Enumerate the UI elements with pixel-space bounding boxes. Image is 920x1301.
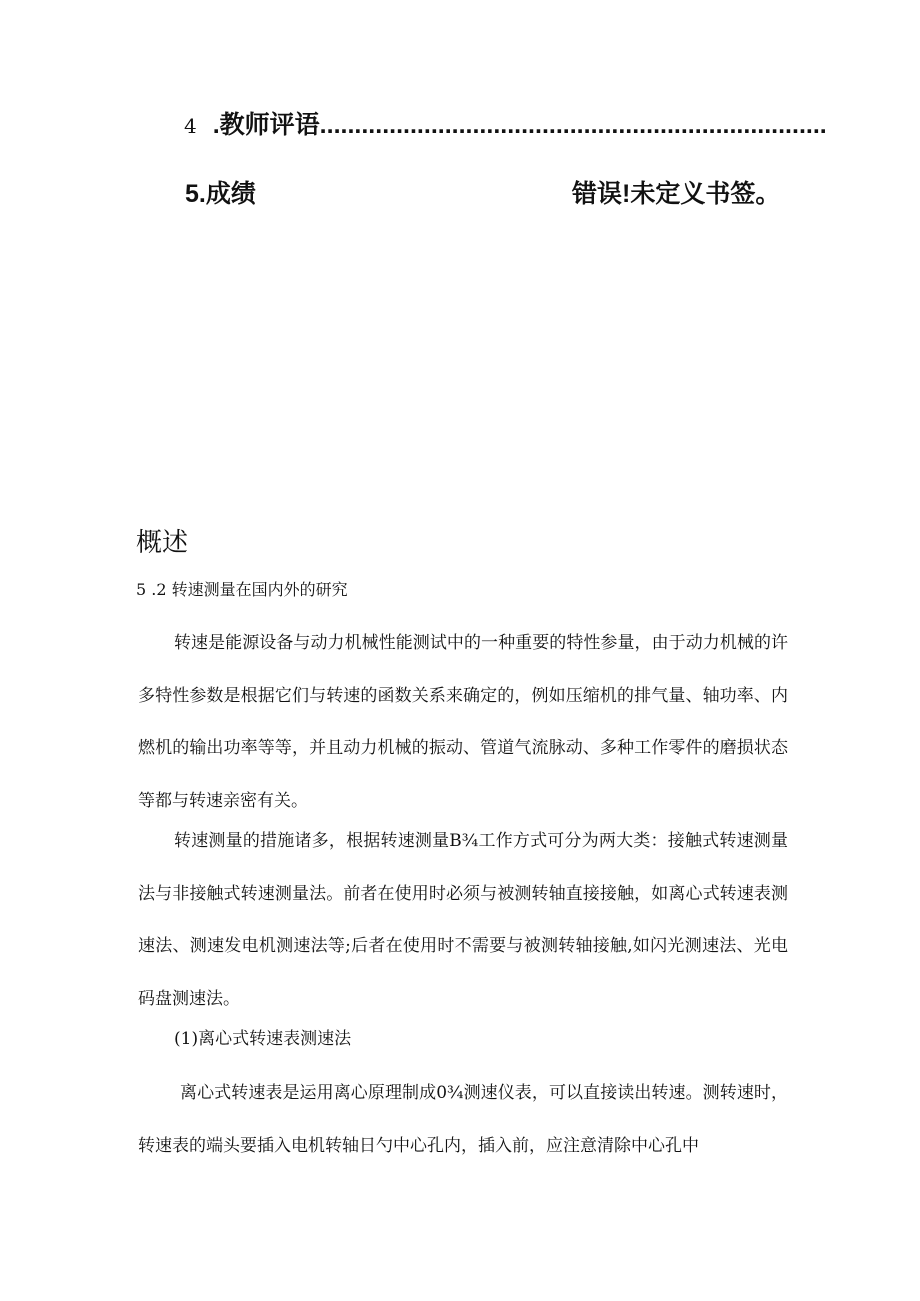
toc-entry-number: 4 <box>184 114 197 138</box>
method-title: (1)离心式转速表测速法 <box>174 1029 352 1049</box>
toc-entry-title: .教师评语......................................................................... <box>212 111 827 139</box>
body-paragraph: 转速是能源设备与动力机械性能测试中的一种重要的特性参量，由于动力机械的许多特性参数是根据它们与转速的函数关系来确定的，例如压缩机的排气量、轴功率、内燃机的输出功率等等，并且动力机械的振动、管道气流脉动、多种工作零件的磨损状态等都与转速亲密有关。 <box>138 633 788 811</box>
toc-entry-teacher-comments[interactable] <box>184 113 827 138</box>
toc-error-text: 错误!未定义书签。 <box>572 180 781 208</box>
method-paragraph: 离心式转速表是运用离心原理制成0¾测速仪表，可以直接读出转速。测转速时，转速表的端头要插入电机转轴日勺中心孔内，插入前，应注意清除中心孔中 <box>138 1083 788 1156</box>
toc-entry-grade[interactable] <box>185 182 256 207</box>
body-paragraph: 转速测量的措施诸多，根据转速测量B¾工作方式可分为两大类：接触式转速测量法与非接触式转速测量法。前者在使用时必须与被测转轴直接接触，如离心式转速表测速法、测速发电机测速法等;后者在使用时不需要与被测转轴接触,如闪光测速法、光电码盘测速法。 <box>138 831 788 1009</box>
toc-bookmark-error <box>572 182 780 207</box>
toc-entry-title: 5.成绩 <box>185 180 256 208</box>
section-subheading: 5 .2 转速测量在国内外的研究 <box>136 580 348 599</box>
section-heading: 概述 <box>136 527 189 557</box>
